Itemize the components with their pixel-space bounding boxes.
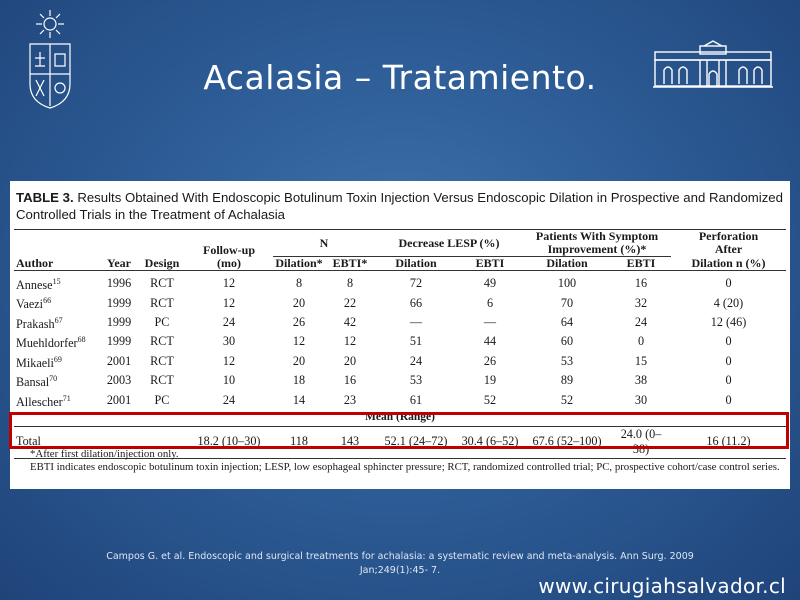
lesp-ebti-cell: 44: [483, 334, 497, 349]
n-ebti-cell: 23: [343, 392, 357, 407]
reference-number: 69: [53, 354, 62, 364]
design-cell: RCT: [150, 353, 174, 368]
followup-cell: 30: [222, 334, 236, 349]
lesp-dilation-cell: 24: [409, 353, 423, 368]
design-cell: RCT: [150, 373, 174, 388]
followup-cell: 12: [222, 295, 236, 310]
perforation-header: [671, 230, 786, 257]
reference-number: 71: [62, 393, 71, 403]
n-header: N: [273, 230, 375, 257]
reference-number: 68: [77, 335, 86, 345]
followup-cell: 12: [222, 353, 236, 368]
year-cell: 2003: [106, 373, 132, 388]
total-lesp-ebti: 30.4 (6–52): [457, 426, 523, 458]
n-ebti-cell: 42: [343, 314, 357, 329]
author-name: Vaezi: [16, 297, 44, 312]
author-name: Bansal: [16, 375, 50, 390]
followup-cell: 12: [222, 276, 236, 291]
design-cell: PC: [154, 314, 170, 329]
author-cell: [14, 313, 99, 332]
symptom-ebti-cell: 38: [634, 373, 648, 388]
year-header: Year: [99, 257, 139, 271]
footnote-abbreviations: EBTI indicates endoscopic botulinum toxin injection; LESP, low esophageal sphincter pressure; RCT, randomized controlled trial; PC, prospective cohort/case control series.: [30, 460, 780, 473]
author-name: Prakash: [16, 317, 55, 331]
total-perforation: 16 (11.2): [671, 426, 786, 458]
slide-title: Acalasia – Tratamiento.: [203, 58, 597, 97]
perforation-cell: 0: [725, 373, 732, 388]
symptom-dilation-cell: 100: [557, 276, 577, 291]
table-row: [14, 271, 786, 294]
lesp-ebti-cell: 6: [486, 295, 494, 310]
author-name: Mikaeli: [16, 355, 54, 370]
table-footnotes: [30, 448, 790, 473]
year-cell: 2001: [106, 392, 132, 407]
author-cell: [14, 391, 99, 410]
year-cell: 1996: [106, 276, 132, 291]
reference-number: 70: [49, 374, 58, 384]
total-symptom-dilation: 67.6 (52–100): [523, 426, 611, 458]
design-header: Design: [139, 257, 185, 271]
lesp-dilation-cell: 51: [409, 334, 423, 349]
perforation-cell: 0: [725, 353, 732, 368]
author-name: Muehldorfer: [16, 336, 78, 351]
symptom-dilation-cell: 64: [560, 314, 574, 329]
n-dilation-cell: 12: [292, 334, 306, 349]
author-header: Author: [14, 257, 99, 271]
lesp-header: Decrease LESP (%): [375, 230, 523, 257]
table-label: TABLE 3.: [16, 190, 74, 205]
design-cell: RCT: [150, 276, 174, 291]
table-row: [14, 371, 786, 390]
table-body: [14, 271, 786, 411]
symptom-dilation-cell: 70: [560, 295, 574, 310]
citation: Campos G. et al. Endoscopic and surgical treatments for achalasia: a systematic review and meta-analysis. Ann Surg. 2009 Jan;249(1):45- 7.: [106, 551, 694, 576]
followup-cell: 24: [222, 314, 236, 329]
total-lesp-dilation: 52.1 (24–72): [375, 426, 457, 458]
symptom-ebti-header: EBTI: [611, 257, 671, 271]
table-row: [14, 391, 786, 410]
followup-cell: 10: [222, 373, 236, 388]
n-ebti-cell: 22: [343, 295, 357, 310]
n-ebti-cell: 12: [343, 334, 357, 349]
total-label: Total: [14, 426, 99, 458]
footnote-asterisk: *After first dilation/injection only.: [30, 448, 179, 460]
symptom-ebti-cell: 16: [634, 276, 648, 291]
author-cell: [14, 332, 99, 351]
n-dilation-cell: 20: [292, 295, 306, 310]
n-dilation-cell: 26: [292, 314, 306, 329]
symptom-dilation-header: Dilation: [523, 257, 611, 271]
website-url: www.cirugiahsalvador.cl: [538, 574, 786, 598]
symptom-dilation-cell: 52: [560, 392, 574, 407]
reference-number: 67: [54, 315, 63, 325]
symptom-dilation-cell: 89: [560, 373, 574, 388]
mean-range-label: Mean (Range): [365, 411, 435, 424]
reference-number: 15: [52, 277, 61, 286]
table-row: [14, 313, 786, 332]
n-ebti-cell: 20: [343, 353, 357, 368]
symptom-ebti-cell: 30: [634, 392, 648, 407]
perforation-unit-header: Dilation n (%): [671, 257, 786, 271]
total-n-ebti: 143: [325, 426, 375, 458]
symptom-dilation-cell: 60: [560, 334, 574, 349]
year-cell: 1999: [106, 314, 132, 329]
table-caption-text: Results Obtained With Endoscopic Botulinum Toxin Injection Versus Endoscopic Dilation in Prospective and Randomized Controlled Trials in the Treatment of Achalasia: [16, 190, 783, 222]
design-cell: RCT: [150, 295, 174, 310]
lesp-dilation-header: Dilation: [375, 257, 457, 271]
table-caption: [16, 189, 784, 223]
lesp-dilation-cell: 61: [409, 392, 423, 407]
perforation-cell: 0: [725, 392, 732, 407]
total-row-highlight: [9, 412, 789, 449]
perforation-cell: 0: [725, 276, 732, 291]
symptom-ebti-cell: 15: [634, 353, 648, 368]
perforation-cell: 4 (20): [713, 295, 744, 310]
symptom-ebti-cell: 0: [637, 334, 645, 349]
total-symptom-ebti: 24.0 (0–38): [611, 426, 671, 458]
lesp-ebti-cell: 52: [483, 392, 497, 407]
lesp-dilation-cell: 72: [409, 276, 423, 291]
perforation-header-line1: Perforation: [698, 229, 759, 244]
lesp-ebti-cell: —: [483, 314, 497, 329]
lesp-ebti-cell: 26: [483, 353, 497, 368]
author-name: Allescher: [16, 394, 63, 409]
lesp-ebti-cell: 19: [483, 373, 497, 388]
perforation-header-line2: After: [714, 242, 743, 257]
total-followup: 18.2 (10–30): [185, 426, 273, 458]
reference-number: 66: [43, 296, 52, 306]
total-n-dilation: 118: [273, 426, 325, 458]
author-cell: [14, 352, 99, 371]
followup-cell: 24: [222, 392, 236, 407]
n-ebti-cell: 16: [343, 373, 357, 388]
year-cell: 1999: [106, 334, 132, 349]
author-name: Annese: [16, 278, 53, 293]
author-cell: [14, 293, 99, 312]
n-dilation-cell: 8: [295, 276, 303, 291]
followup-unit-header: (mo): [185, 257, 273, 271]
n-ebti-cell: 8: [346, 276, 354, 291]
n-dilation-cell: 20: [292, 353, 306, 368]
symptom-header: [523, 230, 671, 257]
lesp-dilation-cell: —: [409, 314, 423, 329]
symptom-header-line2: Improvement (%)*: [547, 242, 647, 256]
lesp-dilation-cell: 66: [409, 295, 423, 310]
perforation-cell: 0: [725, 334, 732, 349]
table-subheader-row: [14, 257, 786, 271]
year-cell: 2001: [106, 353, 132, 368]
followup-header: Follow-up: [185, 230, 273, 257]
table-row: [14, 352, 786, 371]
table-row: [14, 293, 786, 312]
symptom-header-line1: Patients With Symptom: [535, 229, 659, 243]
lesp-dilation-cell: 53: [409, 373, 423, 388]
design-cell: PC: [154, 392, 170, 407]
author-cell: [14, 271, 99, 294]
lesp-ebti-header: EBTI: [457, 257, 523, 271]
year-cell: 1999: [106, 295, 132, 310]
author-cell: [14, 371, 99, 390]
symptom-ebti-cell: 24: [634, 314, 648, 329]
lesp-ebti-cell: 49: [483, 276, 497, 291]
table-row: [14, 332, 786, 351]
n-dilation-cell: 18: [292, 373, 306, 388]
n-dilation-header: Dilation*: [273, 257, 325, 271]
symptom-dilation-cell: 53: [560, 353, 574, 368]
perforation-cell: 12 (46): [710, 314, 747, 329]
design-cell: RCT: [150, 334, 174, 349]
symptom-ebti-cell: 32: [634, 295, 648, 310]
table-header-row: [14, 230, 786, 257]
n-ebti-header: EBTI*: [325, 257, 375, 271]
n-dilation-cell: 14: [292, 392, 306, 407]
